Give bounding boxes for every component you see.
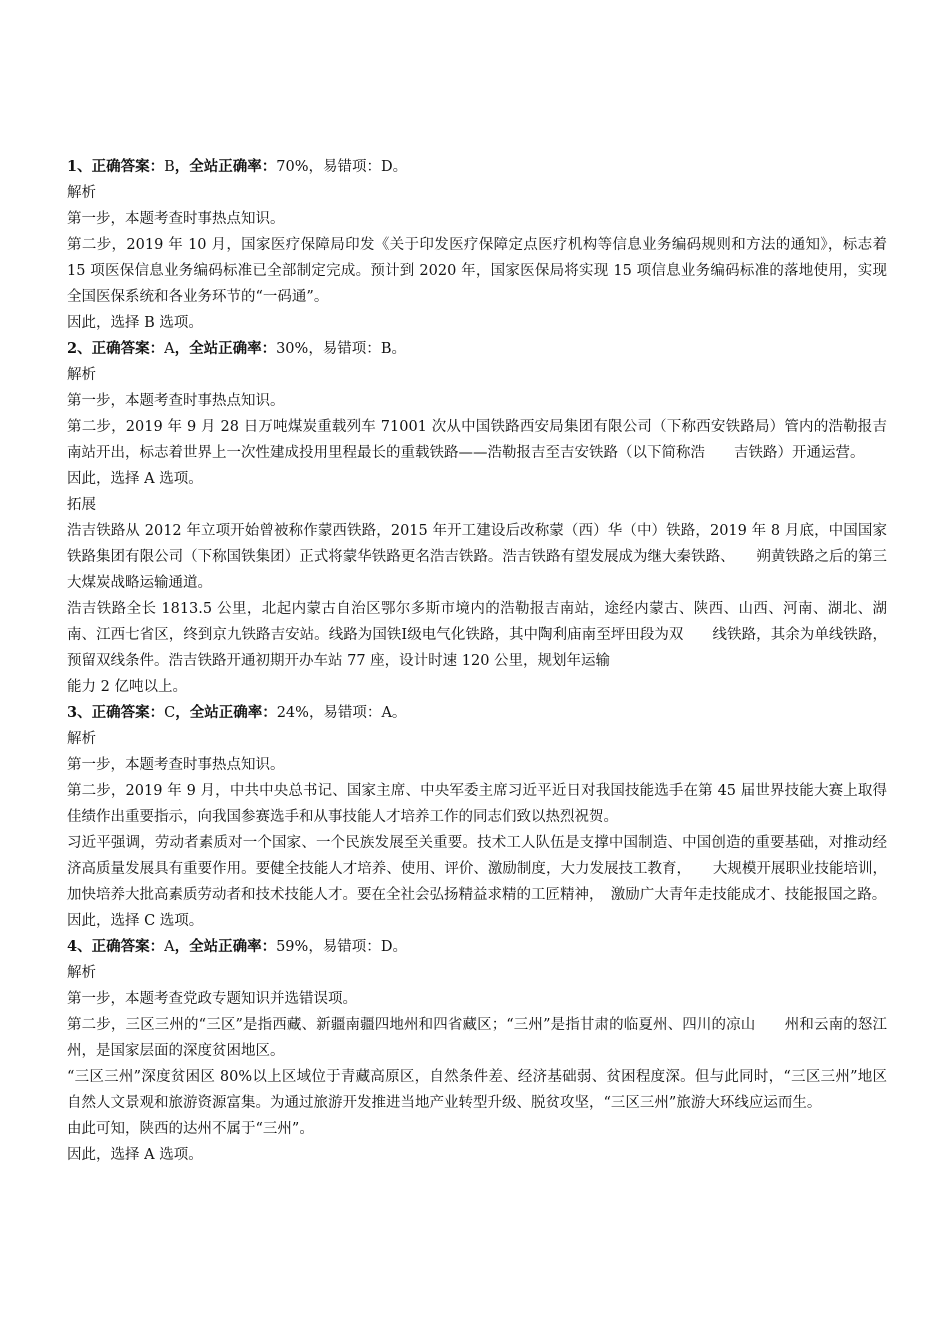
paragraph: 由此可知，陕西的达州不属于“三州”。: [67, 1121, 314, 1137]
question-1: [67, 154, 887, 336]
paragraph: 习近平强调，劳动者素质对一个国家、一个民族发展至关重要。技术工人队伍是支撑中国制造、中国创造的重要基础，对推动经济高质量发展具有重要作用。要健全技能人才培养、使用、评价、激励制度，大力发展技工教育， 大规模开展职业技能培训，加快培养大批高素质劳动者和技术技能人才。要在全社会弘扬精益求精的工匠精神， 激励广大青年走技能成才、技能报国之路。: [67, 835, 887, 903]
analysis-heading: 解析: [67, 965, 96, 981]
paragraph: 第二步，三区三州的“三区”是指西藏、新疆南疆四地州和四省藏区；“三州”是指甘肃的临夏州、四川的凉山 州和云南的怒江州，是国家层面的深度贫困地区。: [67, 1017, 887, 1059]
paragraph: 浩吉铁路全长 1813.5 公里，北起内蒙古自治区鄂尔多斯市境内的浩勒报吉南站，途经内蒙古、陕西、山西、河南、湖北、湖南、江西七省区，终到京九铁路吉安站。线路为国铁Ⅰ级电气化铁路，其中陶利庙南至坪田段为双 线铁路，其余为单线铁路，预留双线条件。浩吉铁路开通初期开办车站 77 座，设计时速 120 公里，规划年运输: [67, 601, 887, 669]
paragraph: 第一步，本题考查时事热点知识。: [67, 211, 285, 227]
analysis-heading: 解析: [67, 731, 96, 747]
question-4: [67, 934, 887, 1168]
paragraph: 第二步，2019 年 9 月，中共中央总书记、国家主席、中央军委主席习近平近日对我国技能选手在第 45 届世界技能大赛上取得佳绩作出重要指示，向我国参赛选手和从事技能人才培养工作的同志们致以热烈祝贺。: [67, 783, 887, 825]
answer-line: 1、正确答案：B，全站正确率：70%，易错项：D。: [67, 158, 408, 175]
analysis-heading: 解析: [67, 185, 96, 201]
paragraph: 因此，选择 A 选项。: [67, 1147, 203, 1163]
paragraph: 因此，选择 A 选项。: [67, 471, 203, 487]
extension-heading: 拓展: [67, 497, 96, 513]
paragraph: 浩吉铁路从 2012 年立项开始曾被称作蒙西铁路，2015 年开工建设后改称蒙（西）华（中）铁路，2019 年 8 月底，中国国家铁路集团有限公司（下称国铁集团）正式将蒙华铁路更名浩吉铁路。浩吉铁路有望发展成为继大秦铁路、 朔黄铁路之后的第三大煤炭战略运输通道。: [67, 523, 887, 591]
answer-line: 4、正确答案：A，全站正确率：59%，易错项：D。: [67, 938, 407, 955]
paragraph: 第一步，本题考查党政专题知识并选错误项。: [67, 991, 357, 1007]
answer-line: 2、正确答案：A，全站正确率：30%，易错项：B。: [67, 340, 406, 357]
analysis-heading: 解析: [67, 367, 96, 383]
question-3: [67, 700, 887, 934]
question-2: [67, 336, 887, 700]
paragraph: 第一步，本题考查时事热点知识。: [67, 393, 285, 409]
paragraph: “三区三州”深度贫困区 80%以上区域位于青藏高原区，自然条件差、经济基础弱、贫困程度深。但与此同时，“三区三州”地区自然人文景观和旅游资源富集。为通过旅游开发推进当地产业转型升级、脱贫攻坚，“三区三州”旅游大环线应运而生。: [67, 1069, 887, 1111]
paragraph: 能力 2 亿吨以上。: [67, 679, 187, 695]
answer-line: 3、正确答案：C，全站正确率：24%，易错项：A。: [67, 704, 407, 721]
paragraph: 第二步，2019 年 9 月 28 日万吨煤炭重载列车 71001 次从中国铁路西安局集团有限公司（下称西安铁路局）管内的浩勒报吉南站开出，标志着世界上一次性建成投用里程最长的重载铁路——浩勒报吉至吉安铁路（以下简称浩 吉铁路）开通运营。: [67, 419, 887, 461]
paragraph: 因此，选择 B 选项。: [67, 315, 203, 331]
paragraph: 第一步，本题考查时事热点知识。: [67, 757, 285, 773]
paragraph: 第二步，2019 年 10 月，国家医疗保障局印发《关于印发医疗保障定点医疗机构等信息业务编码规则和方法的通知》，标志着 15 项医保信息业务编码标准已全部制定完成。预计到 2020 年，国家医保局将实现 15 项信息业务编码标准的落地使用，实现全国医保系统和各业务环节的“一码通”。: [67, 237, 887, 305]
paragraph: 因此，选择 C 选项。: [67, 913, 204, 929]
document-body: [67, 154, 887, 1168]
